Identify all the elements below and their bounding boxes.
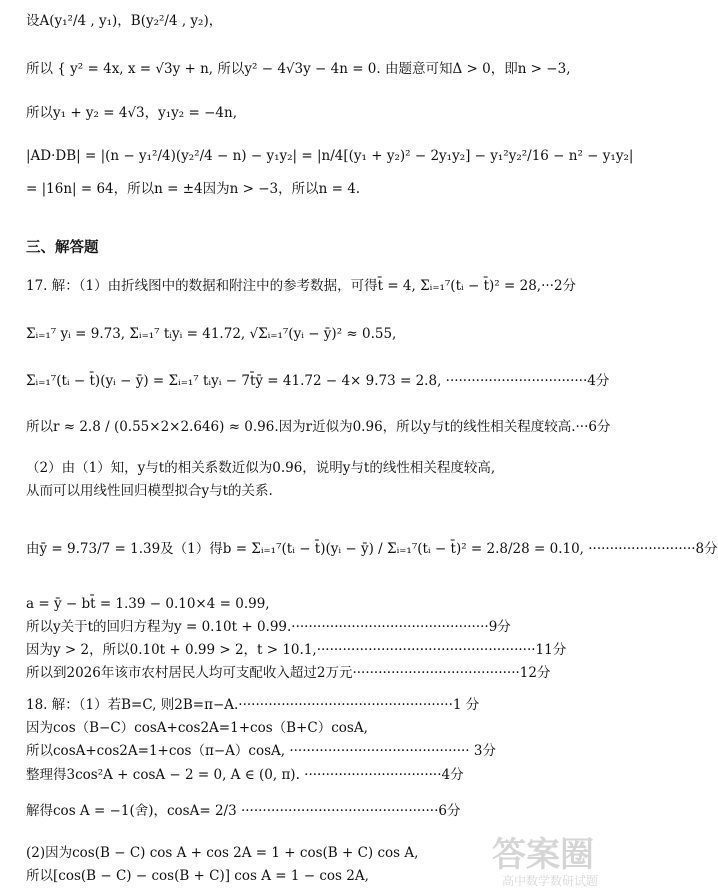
- text-line: 因为y > 2，所以0.10t + 0.99 > 2，t > 10.1,···················································11分: [26, 642, 567, 658]
- text-line: 所以y₁ + y₂ = 4√3，y₁y₂ = −4n,: [26, 105, 238, 121]
- text-line: 所以到2026年该市农村居民人均可支配收入超过2万元·······································12分: [26, 665, 551, 681]
- text-line: 所以 { y² = 4x, x = √3y + n, 所以y² − 4√3y − 4n = 0. 由题意可知Δ > 0，即n > −3,: [26, 61, 571, 77]
- text-line: Σᵢ₌₁⁷ yᵢ = 9.73, Σᵢ₌₁⁷ tᵢyᵢ = 41.72, √Σᵢ₌₁⁷(yᵢ − ȳ)² ≈ 0.55,: [26, 326, 397, 342]
- text-line: 设A(y₁²/4 , y₁)，B(y₂²/4 , y₂)，: [26, 13, 223, 29]
- text-line: 所以y关于t的回归方程为y = 0.10t + 0.99.··············································9分: [26, 619, 511, 635]
- text-line: 18. 解：（1）若B=C, 则2B=π−A.··················································1 分: [26, 697, 480, 713]
- text-line: 因为cos（B−C）cosA+cos2A=1+cos（B+C）cosA,: [26, 720, 368, 736]
- text-line: 所以[cos(B − C) − cos(B + C)] cos A = 1 − cos 2A,: [26, 868, 369, 884]
- text-line: (2)因为cos(B − C) cos A + cos 2A = 1 + cos(B + C) cos A,: [26, 845, 419, 861]
- text-line: （2）由（1）知，y与t的相关系数近似为0.96，说明y与t的线性相关程度较高,: [26, 460, 496, 476]
- section-heading: 三、解答题: [26, 240, 99, 256]
- watermark-main: 答案圈: [492, 835, 594, 875]
- text-line: 解得cos A = −1(舍)，cosA= 2/3 ··············································6分: [26, 803, 461, 819]
- text-line: Σᵢ₌₁⁷(tᵢ − t̄)(yᵢ − ȳ) = Σᵢ₌₁⁷ tᵢyᵢ − 7t̄ȳ = 41.72 − 4× 9.73 = 2.8, ·································4分: [26, 373, 610, 389]
- watermark: [432, 827, 602, 889]
- text-line: = |16n| = 64，所以n = ±4因为n > −3，所以n = 4.: [26, 181, 361, 197]
- text-line: |AD·DB| = |(n − y₁²/4)(y₂²/4 − n) − y₁y₂| = |n/4[(y₁ + y₂)² − 2y₁y₂] − y₁²y₂²/16 − n² − y₁y₂|: [26, 148, 634, 164]
- text-line: 所以cosA+cos2A=1+cos（π−A）cosA, ·········································· 3分: [26, 743, 496, 759]
- text-line: 从而可以用线性回归模型拟合y与t的关系.: [26, 483, 273, 499]
- text-line: 所以r ≈ 2.8 / (0.55×2×2.646) ≈ 0.96.因为r近似为0.96，所以y与t的线性相关程度较高.···6分: [26, 419, 611, 435]
- text-line: 由ȳ = 9.73/7 = 1.39及（1）得b = Σᵢ₌₁⁷(tᵢ − t̄)(yᵢ − ȳ) / Σᵢ₌₁⁷(tᵢ − t̄)² = 2.8/28 = 0.10, ·························8分: [26, 541, 718, 557]
- text-line: a = ȳ − bt̄ = 1.39 − 0.10×4 = 0.99,: [26, 596, 270, 612]
- watermark-sub: 高中数学数研试题: [501, 874, 598, 888]
- text-line: 17. 解：（1）由折线图中的数据和附注中的参考数据，可得t̄ = 4, Σᵢ₌₁⁷(tᵢ − t̄)² = 28,···2分: [26, 278, 577, 294]
- text-line: 整理得3cos²A + cosA − 2 = 0, A ∈ (0, π). ································4分: [26, 767, 464, 783]
